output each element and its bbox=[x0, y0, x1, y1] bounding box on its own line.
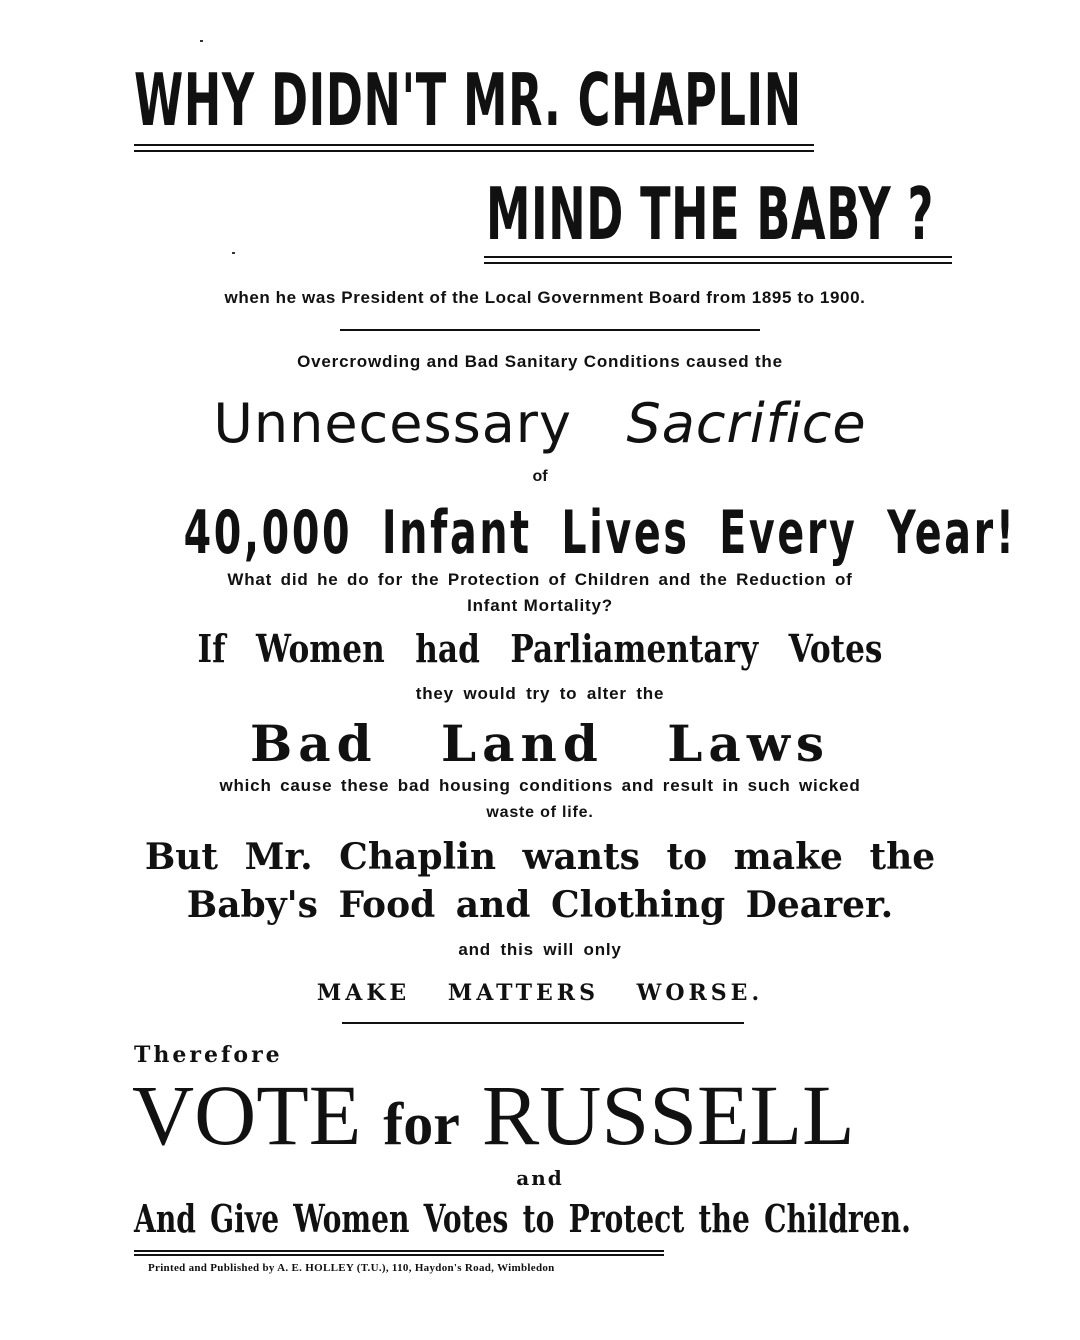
ink-speck bbox=[200, 40, 203, 42]
housing-line-1: which cause these bad housing conditions and result in such wicked bbox=[219, 776, 861, 795]
divider-rule-2 bbox=[342, 1022, 744, 1024]
therefore-line: Therefore bbox=[134, 1042, 283, 1068]
vote-word: VOTE bbox=[132, 1067, 362, 1163]
infant-lives-line: 40,000 Infant Lives Every Year! bbox=[183, 498, 1017, 568]
question-line-2: Infant Mortality? bbox=[467, 596, 613, 615]
ink-speck bbox=[232, 252, 235, 254]
russell-word: RUSSELL bbox=[481, 1067, 855, 1163]
votes-line: If Women had Parliamentary Votes bbox=[197, 626, 883, 671]
only-line: and this will only bbox=[458, 940, 622, 959]
sacrifice-word-2: Sacrifice bbox=[626, 392, 867, 455]
divider-rule bbox=[340, 329, 760, 331]
of-word: of bbox=[532, 468, 548, 485]
headline-line-2: MIND THE BABY ? bbox=[486, 172, 935, 256]
chaplin-line-2: Baby's Food and Clothing Dearer. bbox=[186, 884, 894, 926]
headline-double-rule-2 bbox=[484, 256, 952, 264]
imprint-line: Printed and Published by A. E. HOLLEY (T.U.), 110, Haydon's Road, Wimbledon bbox=[148, 1262, 555, 1274]
protect-line: And Give Women Votes to Protect the Children. bbox=[134, 1196, 911, 1241]
question-line-1: What did he do for the Protection of Children and the Reduction of bbox=[227, 570, 853, 589]
subhead: when he was President of the Local Government Board from 1895 to 1900. bbox=[224, 288, 866, 307]
sacrifice-line bbox=[0, 392, 1080, 455]
for-word: for bbox=[383, 1091, 460, 1157]
vote-line bbox=[132, 1067, 855, 1163]
housing-line-2: waste of life. bbox=[486, 804, 594, 821]
sacrifice-word-1: Unnecessary bbox=[213, 392, 572, 455]
and-word: and bbox=[516, 1166, 564, 1190]
headline-double-rule bbox=[134, 144, 814, 152]
imprint-rule bbox=[134, 1250, 664, 1256]
land-laws-line: Bad Land Laws bbox=[249, 714, 831, 773]
alter-line: they would try to alter the bbox=[415, 684, 665, 703]
intro-line: Overcrowding and Bad Sanitary Conditions caused the bbox=[297, 352, 783, 371]
worse-line: MAKE MATTERS WORSE. bbox=[316, 980, 764, 1006]
chaplin-line-1: But Mr. Chaplin wants to make the bbox=[144, 836, 936, 878]
headline-line-1: WHY DIDN'T MR. CHAPLIN bbox=[134, 58, 802, 142]
